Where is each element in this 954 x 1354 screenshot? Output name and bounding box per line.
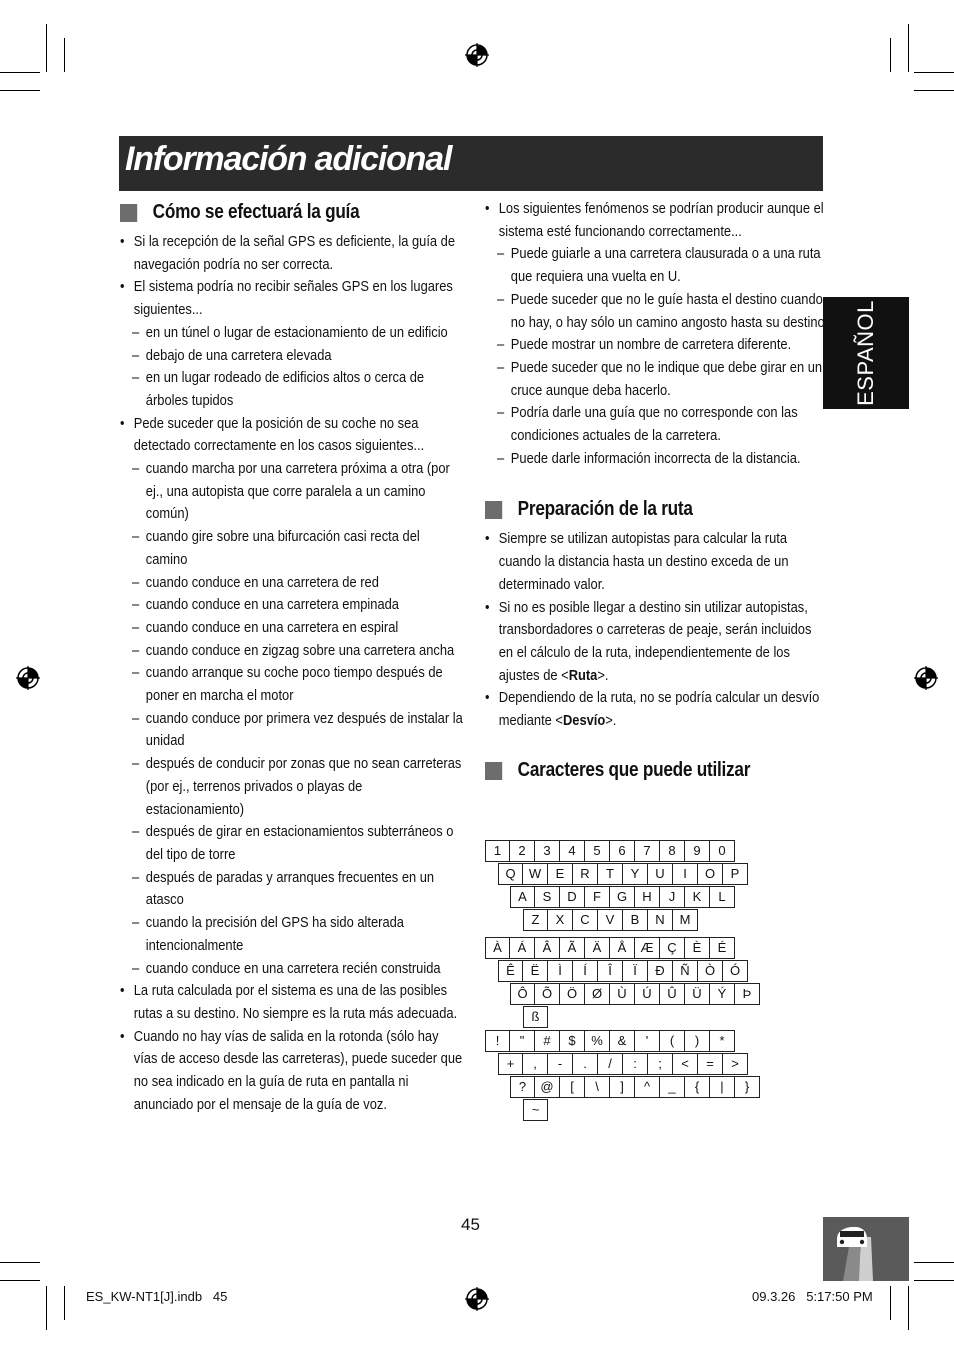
car-road-icon [823, 1217, 909, 1281]
keyboard-key: Ñ [673, 960, 698, 982]
footer-timestamp: 09.3.26 5:17:50 PM [752, 1289, 873, 1304]
sub-list-item: – después de conducir por zonas que no sean carreteras (por ej., terrenos privados o playas de estacionamiento) [120, 753, 464, 821]
list-item-text: >. [597, 666, 609, 684]
section-heading [120, 201, 464, 227]
crop-mark [914, 72, 954, 73]
sub-list-item: – Puede guiarle a una carretera clausurada o a una ruta que requiera una vuelta en U. [485, 243, 829, 288]
right-column [485, 198, 829, 789]
keyboard-key: Y [623, 863, 648, 885]
sub-list-item: – Puede suceder que no le indique que debe girar en un cruce aunque deba hacerlo. [485, 357, 829, 402]
section-heading [485, 498, 829, 524]
list-item: • Si la recepción de la señal GPS es deficiente, la guía de navegación podría no ser correcta. [120, 231, 464, 276]
list-item: • Pede suceder que la posición de su coche no sea detectado correctamente en los casos siguientes... [120, 413, 464, 458]
sub-list-item: – Podría darle una guía que no corresponde con las condiciones actuales de la carretera. [485, 402, 829, 447]
keyboard-key: ? [510, 1076, 535, 1098]
keyboard-key: E [548, 863, 573, 885]
list-item [485, 687, 829, 732]
crop-mark [46, 1286, 47, 1330]
keyboard-key: } [735, 1076, 760, 1098]
keyboard-key: : [623, 1053, 648, 1075]
keyboard-key: 2 [510, 840, 535, 862]
sub-list-item: – después de girar en estacionamientos subterráneos o del tipo de torre [120, 821, 464, 866]
keyboard-key: % [585, 1030, 610, 1052]
left-column [120, 201, 464, 1116]
keyboard-key: G [610, 886, 635, 908]
crop-mark [890, 38, 891, 72]
keyboard-key: { [685, 1076, 710, 1098]
sub-list-item: – después de paradas y arranques frecuentes en un atasco [120, 867, 464, 912]
language-tab-label: ESPAÑOL [853, 300, 878, 406]
keyboard-key: | [710, 1076, 735, 1098]
keyboard-key: Ò [698, 960, 723, 982]
crop-mark [0, 90, 40, 91]
keyboard-key: " [510, 1030, 535, 1052]
section-heading [485, 759, 829, 785]
keyboard-key: ; [648, 1053, 673, 1075]
keyboard-key: Q [498, 863, 523, 885]
keyboard-key: \ [585, 1076, 610, 1098]
keyboard-key: D [560, 886, 585, 908]
page-number: 45 [461, 1215, 480, 1234]
keyboard-key: V [598, 909, 623, 931]
keyboard-row [523, 909, 698, 931]
section-marker [485, 501, 502, 519]
list-item: • El sistema podría no recibir señales GPS en los lugares siguientes... [120, 276, 464, 321]
keyboard-key: À [485, 937, 510, 959]
desvio-setting-label: Desvío [562, 712, 606, 730]
keyboard-key: ' [635, 1030, 660, 1052]
keyboard-key: Ê [498, 960, 523, 982]
keyboard-key: B [623, 909, 648, 931]
sub-list-item: – cuando arranque su coche poco tiempo después de poner en marcha el motor [120, 662, 464, 707]
keyboard-key: 5 [585, 840, 610, 862]
crop-mark [64, 38, 65, 72]
sub-list-item: – en un túnel o lugar de estacionamiento de un edificio [120, 322, 464, 345]
keyboard-key: 7 [635, 840, 660, 862]
keyboard-row [510, 983, 760, 1005]
keyboard-row [498, 960, 748, 982]
crop-mark [914, 1262, 954, 1263]
list-item [485, 597, 829, 688]
keyboard-key: X [548, 909, 573, 931]
keyboard-key: Ï [623, 960, 648, 982]
keyboard-key: Í [573, 960, 598, 982]
keyboard-key: È [685, 937, 710, 959]
keyboard-key: Ù [610, 983, 635, 1005]
keyboard-key: W [523, 863, 548, 885]
keyboard-key: 0 [710, 840, 735, 862]
keyboard-key: & [610, 1030, 635, 1052]
sub-list-item: – debajo de una carretera elevada [120, 345, 464, 368]
keyboard-key: Ë [523, 960, 548, 982]
keyboard-key: ^ [635, 1076, 660, 1098]
keyboard-key: J [660, 886, 685, 908]
keyboard-key: , [523, 1053, 548, 1075]
keyboard-key: Þ [735, 983, 760, 1005]
keyboard-row [485, 840, 735, 862]
footer-filename: ES_KW-NT1[J].indb 45 [86, 1289, 228, 1304]
keyboard-key: Á [510, 937, 535, 959]
keyboard-key: M [673, 909, 698, 931]
keyboard-key: C [573, 909, 598, 931]
keyboard-key: N [648, 909, 673, 931]
keyboard-key: 3 [535, 840, 560, 862]
keyboard-key: T [598, 863, 623, 885]
section-marker [120, 204, 137, 222]
sub-list-item: – Puede mostrar un nombre de carretera diferente. [485, 334, 829, 357]
sub-list-item: – cuando conduce en una carretera recién construida [120, 958, 464, 981]
keyboard-row [523, 1099, 548, 1121]
keyboard-key: $ [560, 1030, 585, 1052]
crop-mark [46, 24, 47, 72]
keyboard-key: Ü [685, 983, 710, 1005]
keyboard-key: Z [523, 909, 548, 931]
keyboard-key: [ [560, 1076, 585, 1098]
keyboard-key: R [573, 863, 598, 885]
section-heading-text: Caracteres que puede utilizar [517, 758, 751, 781]
keyboard-key: 1 [485, 840, 510, 862]
keyboard-row [498, 863, 748, 885]
keyboard-key: 8 [660, 840, 685, 862]
crop-mark [0, 1280, 40, 1281]
language-tab [823, 297, 909, 409]
sub-list-item: – Puede darle información incorrecta de la distancia. [485, 448, 829, 471]
sub-list-item: – cuando conduce por primera vez después de instalar la unidad [120, 708, 464, 753]
keyboard-key: K [685, 886, 710, 908]
keyboard-key: 6 [610, 840, 635, 862]
sub-list-item: – cuando conduce en una carretera en espiral [120, 617, 464, 640]
keyboard-key: < [673, 1053, 698, 1075]
keyboard-key: + [498, 1053, 523, 1075]
keyboard-key: Ì [548, 960, 573, 982]
keyboard-key: P [723, 863, 748, 885]
list-item: • La ruta calculada por el sistema es una de las posibles rutas a su destino. No siempre es la ruta más adecuada. [120, 980, 464, 1025]
list-item-text: >. [605, 712, 617, 730]
crop-mark [890, 1286, 891, 1320]
keyboard-key: É [710, 937, 735, 959]
keyboard-row [510, 1076, 760, 1098]
keyboard-key: O [698, 863, 723, 885]
section-heading-text: Preparación de la ruta [517, 498, 693, 521]
keyboard-key: Ç [660, 937, 685, 959]
keyboard-key: S [535, 886, 560, 908]
keyboard-key: Æ [635, 937, 660, 959]
crop-mark [0, 72, 40, 73]
sub-list-item: – en un lugar rodeado de edificios altos o cerca de árboles tupidos [120, 367, 464, 412]
crop-mark [64, 1286, 65, 1320]
keyboard-key: ] [610, 1076, 635, 1098]
list-item: • Los siguientes fenómenos se podrían producir aunque el sistema esté funcionando correctamente... [485, 198, 829, 243]
keyboard-key: - [548, 1053, 573, 1075]
keyboard-key: I [673, 863, 698, 885]
list-item-text: Si no es posible llegar a destino sin utilizar autopistas, transbordadores o carreteras de peaje, serán incluidos en el cálculo de la ruta, independientemente de los ajustes de < [498, 598, 812, 684]
keyboard-key: Ð [648, 960, 673, 982]
keyboard-key: > [723, 1053, 748, 1075]
crop-mark [914, 1280, 954, 1281]
keyboard-key: H [635, 886, 660, 908]
keyboard-row [510, 886, 735, 908]
keyboard-row [485, 1030, 735, 1052]
keyboard-key: / [598, 1053, 623, 1075]
sub-list-item: – Puede suceder que no le guíe hasta el destino cuando no hay, o hay sólo un camino angosto hasta su destino. [485, 289, 829, 334]
sub-list-item: – cuando conduce en zigzag sobre una carretera ancha [120, 640, 464, 663]
registration-mark-icon [16, 666, 40, 690]
keyboard-key: Ã [560, 937, 585, 959]
keyboard-key: Ú [635, 983, 660, 1005]
registration-mark-icon [465, 43, 489, 67]
keyboard-key: Å [610, 937, 635, 959]
keyboard-key: 9 [685, 840, 710, 862]
sub-list-item: – cuando conduce en una carretera empinada [120, 594, 464, 617]
keyboard-key: # [535, 1030, 560, 1052]
keyboard-key: ) [685, 1030, 710, 1052]
keyboard-key: F [585, 886, 610, 908]
keyboard-key: U [648, 863, 673, 885]
sub-list-item: – cuando gire sobre una bifurcación casi recta del camino [120, 526, 464, 571]
page-title: Información adicional [125, 140, 452, 178]
crop-mark [914, 90, 954, 91]
keyboard-key: = [698, 1053, 723, 1075]
section-marker [485, 762, 502, 780]
keyboard-key: . [573, 1053, 598, 1075]
keyboard-key: Ô [510, 983, 535, 1005]
ruta-setting-label: Ruta [568, 666, 598, 684]
keyboard-key: 4 [560, 840, 585, 862]
keyboard-key: Î [598, 960, 623, 982]
registration-mark-icon [465, 1287, 489, 1311]
keyboard-key: Ý [710, 983, 735, 1005]
page-title-bar [119, 136, 823, 191]
keyboard-row [523, 1006, 548, 1028]
keyboard-key: ß [523, 1006, 548, 1028]
crop-mark [908, 1286, 909, 1330]
keyboard-key: Õ [535, 983, 560, 1005]
keyboard-row [485, 937, 735, 959]
keyboard-key: _ [660, 1076, 685, 1098]
sub-list-item: – cuando conduce en una carretera de red [120, 572, 464, 595]
sub-list-item: – cuando la precisión del GPS ha sido alterada intencionalmente [120, 912, 464, 957]
keyboard-key: ~ [523, 1099, 548, 1121]
keyboard-row [498, 1053, 748, 1075]
keyboard-key: Ø [585, 983, 610, 1005]
sub-list-item: – cuando marcha por una carretera próxima a otra (por ej., una autopista que corre paralela a un camino común) [120, 458, 464, 526]
car-tab [823, 1217, 909, 1281]
keyboard-key: A [510, 886, 535, 908]
keyboard-key: Û [660, 983, 685, 1005]
keyboard-key: * [710, 1030, 735, 1052]
crop-mark [908, 24, 909, 72]
keyboard-key: Â [535, 937, 560, 959]
list-item: • Siempre se utilizan autopistas para calcular la ruta cuando la distancia hasta un destino exceda de un determinado valor. [485, 528, 829, 596]
section-heading-text: Cómo se efectuará la guía [152, 201, 360, 223]
registration-mark-icon [914, 666, 938, 690]
crop-mark [0, 1262, 40, 1263]
keyboard-key: L [710, 886, 735, 908]
keyboard-key: Ó [723, 960, 748, 982]
list-item: • Cuando no hay vías de salida en la rotonda (sólo hay vías de acceso desde las carreteras), puede suceder que no sea indicado en la guía de ruta en pantalla ni anunciado por el mensaje de la guía de voz. [120, 1026, 464, 1117]
keyboard-key: Ö [560, 983, 585, 1005]
keyboard-key: ( [660, 1030, 685, 1052]
keyboard-key: @ [535, 1076, 560, 1098]
list-item-text: Dependiendo de la ruta, no se podría calcular un desvío mediante < [498, 689, 820, 730]
keyboard-key: Ä [585, 937, 610, 959]
keyboard-key: ! [485, 1030, 510, 1052]
